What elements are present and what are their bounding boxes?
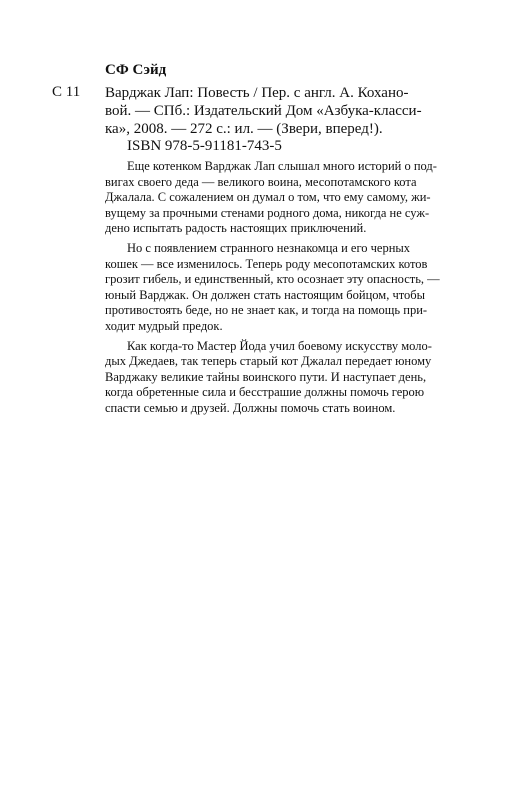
annotation-line: дых Джедаев, так теперь старый кот Джалал передает юному [105,354,432,369]
annotation-line: спасти семью и друзей. Должны помочь стать воином. [105,400,396,415]
annotation-paragraph [105,159,437,237]
isbn: ISBN 978-5-91181-743-5 [127,138,282,154]
biblio-line: ка», 2008. — 272 с.: ил. — (Звери, вперед!). [105,121,383,137]
classification-code: С 11 [52,84,81,100]
annotation-line: вущему за прочными стенами родного дома, никогда не суж- [105,205,430,220]
annotation-line: Как когда-то Мастер Йода учил боевому искусству моло- [127,338,432,353]
annotation-line: когда обретенные сила и бесстрашие должны помочь герою [105,385,425,400]
biblio-line: Варджак Лап: Повесть / Пер. с англ. А. Кохано- [105,85,409,101]
biblio-line: вой. — СПб.: Издательский Дом «Азбука-класси- [105,103,422,119]
annotation-line: дено испытать радость настоящих приключений. [105,221,367,236]
annotation [105,159,440,421]
author-heading: СФ Сэйд [105,62,167,78]
annotation-line: ходит мудрый предок. [105,318,223,333]
annotation-line: противостоять беде, но не знает как, и тогда на помощь при- [105,303,428,318]
annotation-paragraph [105,240,440,335]
annotation-line: грозит гибель, и единственный, кто осознает эту опасность, — [105,272,440,287]
annotation-line: Еще котенком Варджак Лап слышал много историй о под- [127,159,437,173]
annotation-line: Джалала. С сожалением он думал о том, что ему самому, жи- [105,190,431,205]
annotation-line: кошек — все изменилось. Теперь роду месопотамских котов [105,256,428,271]
annotation-line: вигах своего деда — великого воина, месопотамского кота [105,174,417,189]
annotation-line: Но с появлением странного незнакомца и его черных [127,240,411,255]
annotation-line: юный Варджак. Он должен стать настоящим бойцом, чтобы [105,287,426,302]
annotation-line: Варджаку великие тайны воинского пути. И наступает день, [105,369,427,384]
annotation-paragraph [105,338,432,417]
bibliographic-description [105,84,422,138]
